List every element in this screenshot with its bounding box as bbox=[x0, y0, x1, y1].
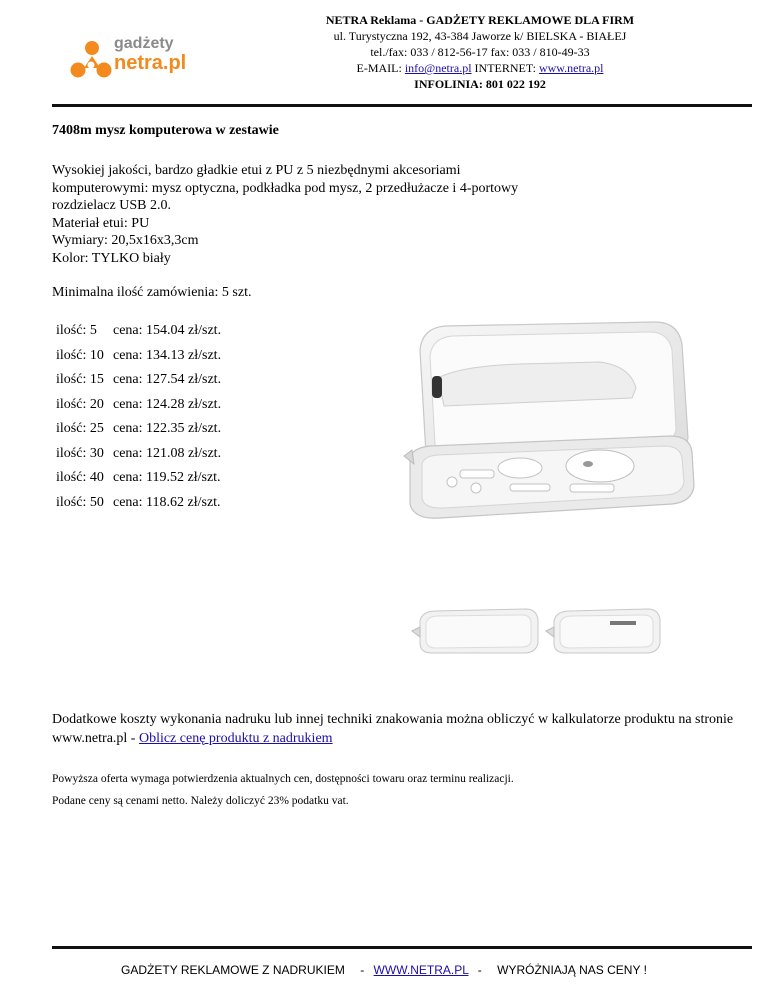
description-line: komputerowymi: mysz optyczna, podkładka pod mysz, 2 przedłużacze i 4-portowy bbox=[52, 180, 519, 196]
minimum-order: Minimalna ilość zamówienia: 5 szt. bbox=[52, 285, 252, 300]
website-link[interactable]: www.netra.pl bbox=[538, 61, 604, 75]
price-row bbox=[56, 323, 221, 348]
company-phones: tel./fax: 033 / 812-56-17 fax: 033 / 810-49-33 bbox=[370, 45, 590, 59]
product-thumbnail-closed-front bbox=[410, 607, 540, 655]
price-value: cena: 122.35 zł/szt. bbox=[113, 421, 222, 436]
footer-website-link[interactable]: WWW.NETRA.PL bbox=[373, 963, 469, 977]
logo-line1: gadżety bbox=[114, 35, 174, 52]
price-value: cena: 118.62 zł/szt. bbox=[113, 494, 221, 510]
product-title: 7408m mysz komputerowa w zestawie bbox=[52, 123, 279, 138]
disclaimer bbox=[52, 768, 514, 812]
email-link[interactable]: info@netra.pl bbox=[404, 61, 472, 75]
price-qty: ilość: 30 bbox=[56, 445, 104, 461]
logo-text[interactable] bbox=[114, 36, 186, 74]
note-text: Dodatkowe koszty wykonania nadruku lub innej techniki znakowania można obliczyć w kalkulatorze produktu na stronie www.netra.pl - bbox=[52, 712, 734, 746]
price-qty: ilość: 5 bbox=[56, 323, 97, 338]
price-qty: ilość: 25 bbox=[56, 421, 104, 436]
price-row bbox=[56, 421, 221, 446]
price-qty: ilość: 40 bbox=[56, 470, 104, 485]
price-value: cena: 124.28 zł/szt. bbox=[113, 396, 222, 412]
description-line: Kolor: TYLKO biały bbox=[52, 250, 171, 266]
product-thumbnail-closed-logo bbox=[544, 607, 662, 655]
print-cost-note bbox=[52, 710, 752, 748]
price-row bbox=[56, 348, 221, 373]
price-qty: ilość: 20 bbox=[56, 396, 104, 412]
price-row bbox=[56, 495, 221, 520]
email-label: E-MAIL: bbox=[356, 61, 405, 75]
price-qty: ilość: 10 bbox=[56, 347, 104, 363]
price-list bbox=[56, 323, 221, 519]
price-qty: ilość: 50 bbox=[56, 494, 104, 510]
footer-divider bbox=[52, 946, 752, 949]
description-line: rozdzielacz USB 2.0. bbox=[52, 198, 171, 213]
footer bbox=[0, 963, 768, 977]
price-row bbox=[56, 372, 221, 397]
disclaimer-line1: Powyższa oferta wymaga potwierdzenia aktualnych cen, dostępności towaru oraz terminu realizacji. bbox=[52, 773, 514, 785]
infolinia: INFOLINIA: 801 022 192 bbox=[414, 77, 546, 91]
price-value: cena: 119.52 zł/szt. bbox=[113, 470, 221, 485]
description-line: Materiał etui: PU bbox=[52, 215, 150, 231]
price-calculator-link[interactable]: Oblicz cenę produktu z nadrukiem bbox=[138, 731, 333, 746]
price-qty: ilość: 15 bbox=[56, 372, 104, 387]
price-value: cena: 121.08 zł/szt. bbox=[113, 445, 222, 461]
price-row bbox=[56, 470, 221, 495]
company-header bbox=[280, 12, 680, 92]
product-image-open-case bbox=[400, 318, 696, 528]
description-line: Wysokiej jakości, bardzo gładkie etui z PU z 5 niezbędnymi akcesoriami bbox=[52, 163, 461, 178]
footer-separator: - bbox=[477, 963, 482, 977]
header-divider bbox=[52, 104, 752, 107]
product-description bbox=[52, 162, 652, 267]
footer-right: WYRÓŻNIAJĄ NAS CENY ! bbox=[497, 963, 647, 977]
disclaimer-line2: Podane ceny są cenami netto. Należy doliczyć 23% podatku vat. bbox=[52, 795, 349, 807]
price-value: cena: 154.04 zł/szt. bbox=[113, 323, 222, 338]
contact-line bbox=[280, 60, 680, 76]
price-row bbox=[56, 446, 221, 471]
company-address: ul. Turystyczna 192, 43-384 Jaworze k/ BIELSKA - BIAŁEJ bbox=[333, 29, 627, 43]
company-line: NETRA Reklama - GADŻETY REKLAMOWE DLA FIRM bbox=[325, 13, 635, 27]
footer-left: GADŻETY REKLAMOWE Z NADRUKIEM bbox=[121, 963, 345, 977]
internet-label: INTERNET: bbox=[471, 61, 539, 75]
description-line: Wymiary: 20,5x16x3,3cm bbox=[52, 233, 199, 248]
price-value: cena: 134.13 zł/szt. bbox=[113, 347, 222, 363]
logo-line2: netra.pl bbox=[114, 51, 187, 74]
footer-separator: - bbox=[360, 963, 365, 977]
price-row bbox=[56, 397, 221, 422]
price-value: cena: 127.54 zł/szt. bbox=[113, 372, 222, 387]
